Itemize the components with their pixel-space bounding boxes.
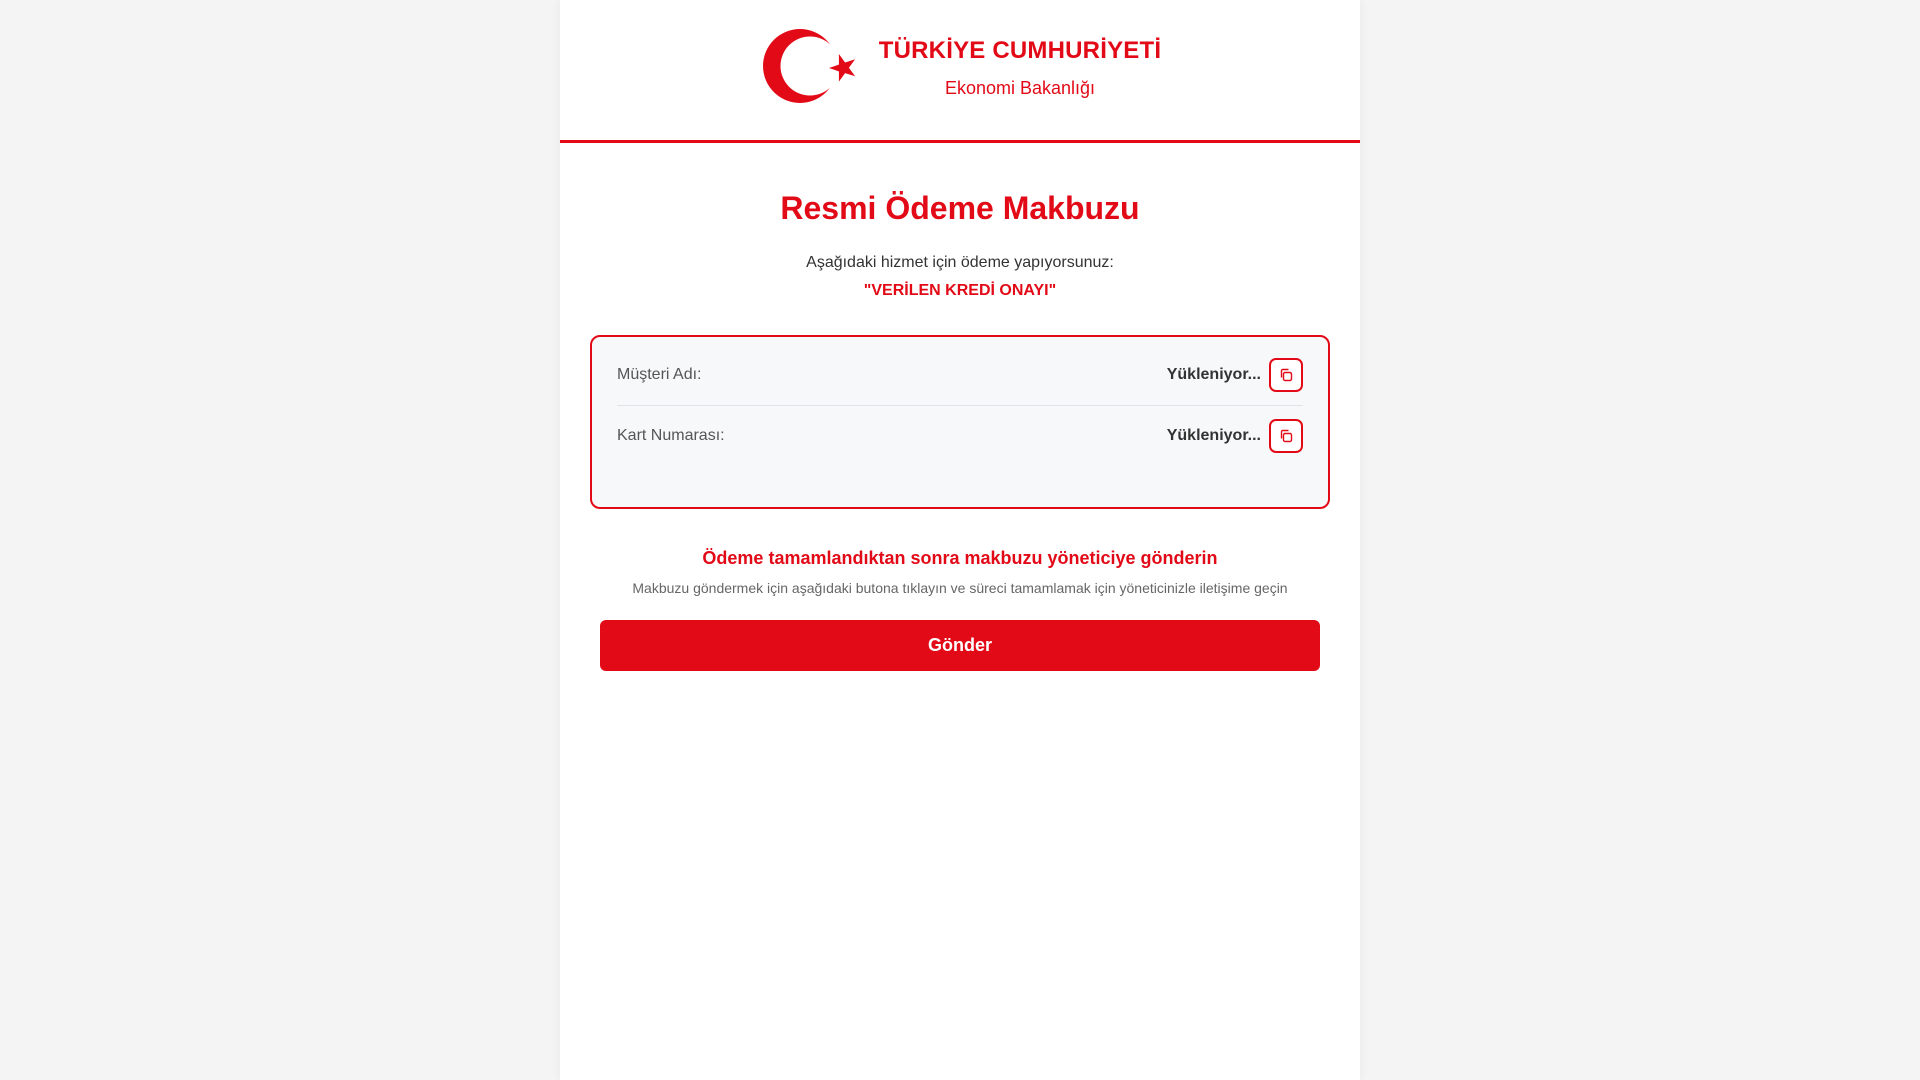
customer-name-value: Yükleniyor...	[1166, 366, 1261, 383]
header-subtitle: Ekonomi Bakanlığı	[944, 78, 1096, 98]
customer-info-box	[590, 335, 1330, 509]
customer-name-row	[617, 345, 1303, 406]
header-text	[870, 36, 1170, 100]
header-title: TÜRKİYE CUMHURİYETİ	[878, 37, 1162, 64]
page-header	[560, 0, 1360, 143]
customer-name-value-group	[1167, 358, 1303, 392]
card-number-value: Yükleniyor...	[1166, 427, 1261, 444]
receipt-page	[560, 0, 1360, 1080]
card-number-label: Kart Numarası:	[617, 427, 725, 444]
send-receipt-hint: Makbuzu göndermek için aşağıdaki butona tıklayın ve süreci tamamlamak için yöneticinizle iletişime geçin	[632, 580, 1288, 596]
copy-icon	[1279, 429, 1293, 443]
customer-name-label: Müşteri Adı:	[617, 366, 702, 383]
payment-intro: Aşağıdaki hizmet için ödeme yapıyorsunuz:	[806, 254, 1114, 271]
card-number-row	[617, 406, 1303, 466]
send-receipt-notice: Ödeme tamamlandıktan sonra makbuzu yöneticiye gönderin	[702, 548, 1218, 568]
receipt-main	[560, 143, 1360, 655]
copy-icon	[1279, 368, 1293, 382]
service-name: "VERİLEN KREDİ ONAYI"	[863, 282, 1057, 299]
copy-customer-name-button[interactable]	[1269, 358, 1303, 392]
copy-card-number-button[interactable]	[1269, 419, 1303, 453]
page-title: Resmi Ödeme Makbuzu	[780, 190, 1140, 226]
card-number-value-group	[1167, 419, 1303, 453]
crescent-star-icon	[758, 26, 864, 108]
send-button[interactable]: Gönder	[600, 620, 1320, 671]
